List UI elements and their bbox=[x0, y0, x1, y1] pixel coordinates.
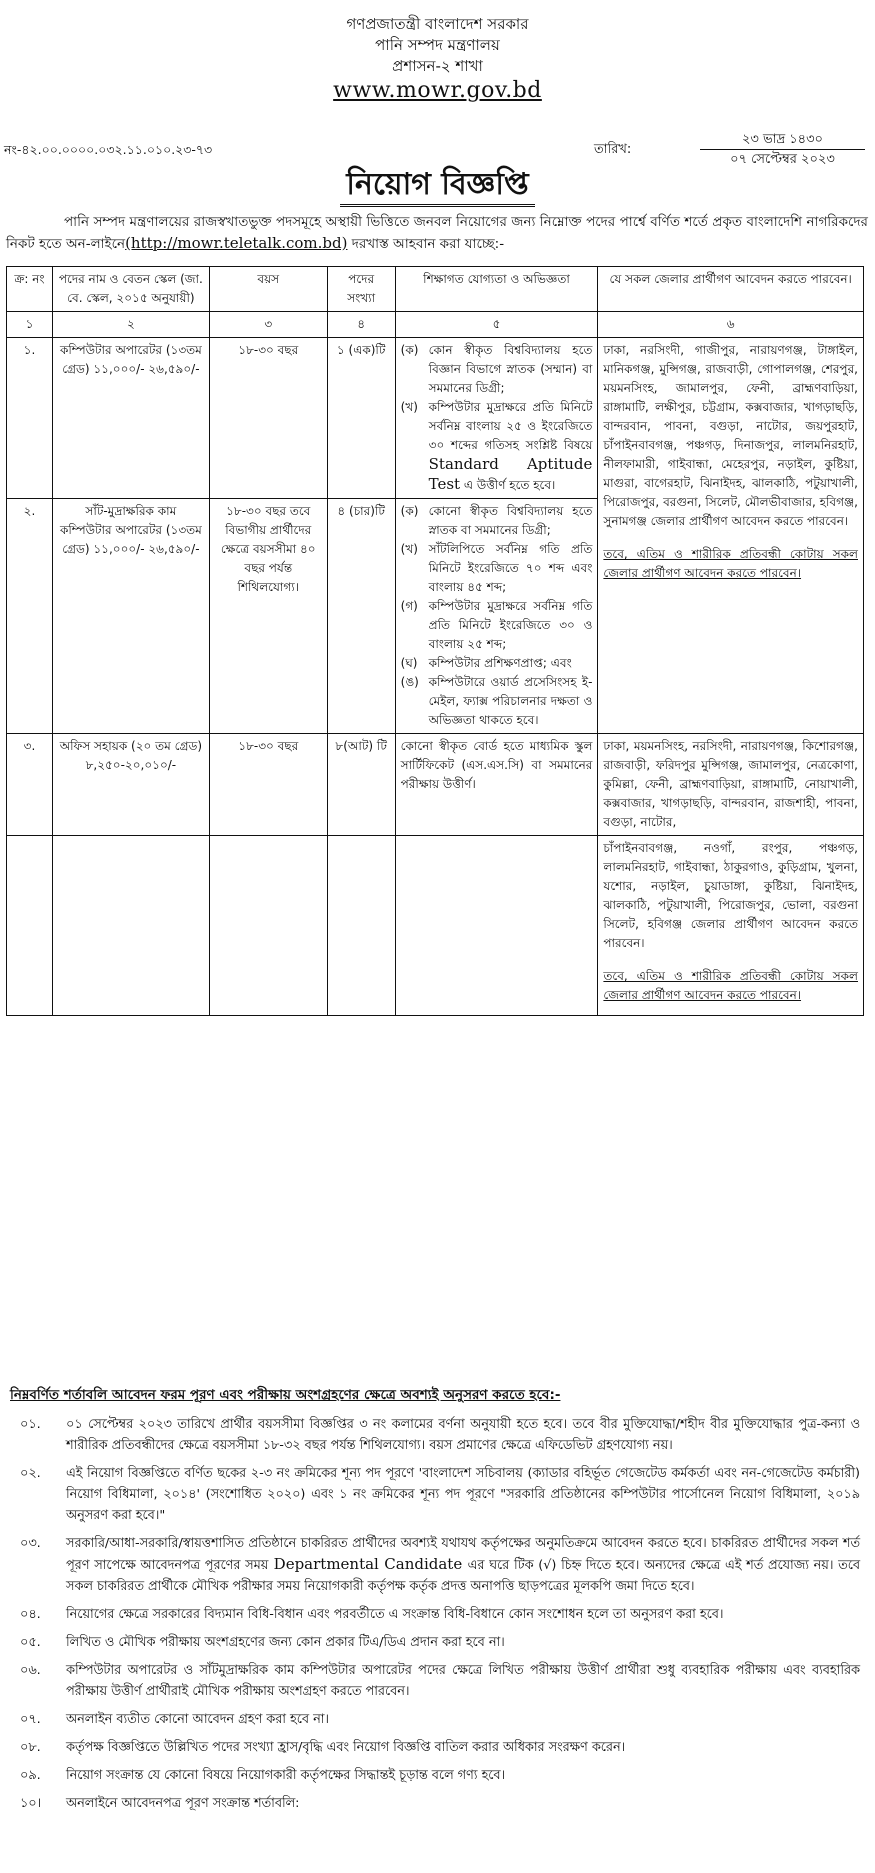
condition-text: লিখিত ও মৌখিক পরীক্ষায় অংশগ্রহণের জন্য কোন প্রকার টিএ/ডিএ প্রদান করা হবে না। bbox=[66, 1635, 505, 1650]
empty-cell bbox=[209, 836, 327, 1016]
district-list: চাঁপাইনবাবগঞ্জ, নওগাঁ, রংপুর, পঞ্চগড়, লালমনিরহাট, গাইবান্ধা, ঠাকুরগাও, কুড়িগ্রাম, খুলনা, যশোর, নড়াইল, চুয়াডাঙ্গা, কুষ্টিয়া, ঝিনাইদহ, ঝালকাঠি, পটুয়াখালী, পিরোজপুর, ভোলা, বরগুনা সিলেট, হবিগঞ্জ জেলার প্রার্থীগণ আবেদন করতে পারবেন। bbox=[603, 841, 858, 950]
item-text: কম্পিউটার মুদ্রাক্ষরে সর্বনিম্ন গতি প্রতি মিনিটে ইংরেজিতে ৩০ ও বাংলায় ২৫ শব্দ; bbox=[428, 599, 593, 651]
qualification-item bbox=[401, 540, 593, 597]
row-serial: ৩. bbox=[7, 734, 53, 836]
col-number: ৫ bbox=[395, 312, 598, 338]
item-key: (খ) bbox=[400, 542, 418, 556]
ministry-name: পানি সম্পদ মন্ত্রণালয় bbox=[375, 36, 500, 54]
row-post: সাঁট-মুদ্রাক্ষরিক কাম কম্পিউটার অপারেটর (১৩তম গ্রেড) ১১,০০০/- ২৬,৫৯০/- bbox=[52, 499, 209, 734]
condition-item bbox=[10, 1737, 860, 1758]
empty-cell bbox=[327, 836, 395, 1016]
qualification-item bbox=[401, 597, 593, 654]
condition-text bbox=[66, 1533, 860, 1597]
header-qualification: শিক্ষাগত যোগ্যতা ও অভিজ্ঞতা bbox=[395, 267, 598, 312]
row-count: ৪ (চার)টি bbox=[327, 499, 395, 734]
row-age: ১৮-৩০ বছর bbox=[209, 338, 327, 499]
intro-tail: দরখাস্ত আহবান করা যাচ্ছে:- bbox=[347, 236, 505, 252]
condition-item bbox=[10, 1709, 860, 1730]
row-districts-continued bbox=[598, 836, 864, 1016]
condition-text-main: সরকারি/আধা-সরকারি/স্বায়ত্তশাসিত প্রতিষ্ঠানে চাকরিরত প্রার্থীদের অবশ্যই যথাযথ কর্তৃপক্ষের অনুমতিক্রমে আবেদন করতে হবে। চাকরিরত প্রার্থীদের সকল শর্ত পূরণ সাপেক্ষে আবেদনপত্র পূরণের সময় bbox=[66, 1536, 860, 1573]
conditions-list bbox=[10, 1414, 860, 1821]
condition-number: ০৭. bbox=[20, 1712, 41, 1727]
condition-number: ০৩. bbox=[20, 1536, 41, 1551]
quota-note: তবে, এতিম ও শারীরিক প্রতিবন্ধী কোটায় সকল জেলার প্রার্থীগণ আবেদন করতে পারবেন। bbox=[603, 547, 858, 580]
condition-number: ০২. bbox=[20, 1466, 41, 1481]
letterhead bbox=[0, 14, 875, 105]
item-text: কোনো স্বীকৃত বিশ্ববিদ্যালয় হতে স্নাতক বা সমমানের ডিগ্রী; bbox=[428, 504, 593, 537]
date-bangla: ২৩ ভাদ্র ১৪৩০ bbox=[700, 130, 865, 150]
district-list: ঢাকা, নরসিংদী, গাজীপুর, নারায়ণগঞ্জ, টাঙ্গাইল, মানিকগঞ্জ, মুন্সিগঞ্জ, রাজবাড়ী, গোপালগঞ্জ, শেরপুর, ময়মনসিংহ, জামালপুর, ফেনী, ব্রাহ্মণবাড়িয়া, রাঙ্গামাটি, লক্ষীপুর, চট্টগ্রাম, কক্সবাজার, খাগড়াছড়ি, বান্দরবান, পাবনা, বগুড়া, নাটোর, জয়পুরহাট, চাঁপাইনবাবগঞ্জ, পঞ্চগড়, দিনাজপুর, লালমনিরহাট, নীলফামারী, গাইবান্ধা, মেহেরপুর, নড়াইল, কুষ্টিয়া, মাগুরা, বাগেরহাট, ঝিনাইদহ, ঝালকাঠি, পটুয়াখালী, পিরোজপুর, বরগুনা, সিলেট, মৌলভীবাজার, হবিগঞ্জ, সুনামগঞ্জ জেলার প্রার্থীগণ আবেদন করতে পারবেন। bbox=[603, 343, 858, 528]
qualification-item bbox=[401, 341, 593, 398]
intro-text: পানি সম্পদ মন্ত্রণালয়ের রাজস্বখাতভুক্ত পদসমূহে অস্থায়ী ভিত্তিতে জনবল নিয়োগের জন্য নিম্নোক্ত পদের পার্শ্বে বর্ণিত শর্তে প্রকৃত বাংলাদেশি নাগরিকদের নিকট হতে অন-লাইনে bbox=[6, 214, 868, 252]
condition-item bbox=[10, 1765, 860, 1786]
row-serial: ১. bbox=[7, 338, 53, 499]
item-text-main: কম্পিউটার মুদ্রাক্ষরে প্রতি মিনিটে সর্বনিম্ন বাংলায় ২৫ ও ইংরেজিতে ৩০ শব্দের গতিসহ সংশ্লিষ্ট বিষয়ে bbox=[428, 400, 593, 452]
item-key: (ক) bbox=[400, 343, 419, 357]
application-url-link[interactable]: (http://mowr.teletalk.com.bd) bbox=[125, 234, 348, 252]
condition-number: ০৮. bbox=[20, 1740, 41, 1755]
page-title bbox=[0, 160, 875, 211]
row-districts bbox=[598, 338, 864, 734]
vacancy-table bbox=[6, 266, 864, 1016]
empty-cell bbox=[395, 836, 598, 1016]
row-qualification: কোনো স্বীকৃত বোর্ড হতে মাধ্যমিক স্কুল সার্টিফিকেট (এস.এস.সি) বা সমমানের পরীক্ষায় উত্তীর্ণ। bbox=[395, 734, 598, 836]
branch-name: প্রশাসন-২ শাখা bbox=[392, 57, 483, 75]
conditions-heading: নিম্নবর্ণিত শর্তাবলি আবেদন ফরম পূরণ এবং পরীক্ষায় অংশগ্রহণের ক্ষেত্রে অবশ্যই অনুসরণ করতে হবে:- bbox=[10, 1387, 561, 1403]
item-key: (ঘ) bbox=[400, 656, 418, 670]
condition-text: এই নিয়োগ বিজ্ঞপ্তিতে বর্ণিত ছকের ২-৩ নং ক্রমিকের শূন্য পদ পূরণে 'বাংলাদেশ সচিবালয় (ক্যাডার বহির্ভূত গেজেটেড কর্মকর্তা এবং নন-গেজেটেড কর্মচারী) নিয়োগ বিধিমালা, ২০১৪' (সংশোধিত ২০২০) এবং ১ নং ক্রমিকের শূন্য পদ পূরণে "সরকারি প্রতিষ্ঠানের কম্পিউটার পার্সোনেল নিয়োগ বিধিমালা, ২০১৯ অনুসরণ করা হবে।" bbox=[66, 1466, 860, 1523]
header-post: পদের নাম ও বেতন স্কেল (জা. বে. স্কেল, ২০১৫ অনুযায়ী) bbox=[52, 267, 209, 312]
condition-text: কর্তৃপক্ষ বিজ্ঞপ্তিতে উল্লিখিত পদের সংখ্যা হ্রাস/বৃদ্ধি এবং নিয়োগ বিজ্ঞপ্তি বাতিল করার অধিকার সংরক্ষণ করেন। bbox=[66, 1740, 626, 1755]
row-qualification bbox=[395, 338, 598, 499]
item-text: কম্পিউটার প্রশিক্ষণপ্রাপ্ত; এবং bbox=[428, 656, 572, 670]
row-count: ৮(আট) টি bbox=[327, 734, 395, 836]
condition-item bbox=[10, 1533, 860, 1597]
govt-name: গণপ্রজাতন্ত্রী বাংলাদেশ সরকার bbox=[346, 15, 529, 33]
qualification-item bbox=[401, 673, 593, 730]
condition-number: ০৬. bbox=[20, 1663, 41, 1678]
intro-paragraph bbox=[6, 212, 868, 255]
date-label: তারিখ: bbox=[594, 142, 632, 157]
title-text: নিয়োগ বিজ্ঞপ্তি bbox=[340, 167, 534, 207]
row-count: ১ (এক)টি bbox=[327, 338, 395, 499]
condition-text: নিয়োগ সংক্রান্ত যে কোনো বিষয়ে নিয়োগকারী কর্তৃপক্ষের সিদ্ধান্তই চূড়ান্ত বলে গণ্য হবে। bbox=[66, 1768, 506, 1783]
item-text bbox=[429, 398, 593, 495]
condition-number: ০৪. bbox=[20, 1607, 41, 1622]
col-number: ২ bbox=[52, 312, 209, 338]
header-districts: যে সকল জেলার প্রার্থীগণ আবেদন করতে পারবেন। bbox=[598, 267, 864, 312]
item-key: (ঙ) bbox=[400, 675, 419, 689]
departmental-candidate-label: Departmental Candidate bbox=[268, 1555, 468, 1573]
row-age: ১৮-৩০ বছর তবে বিভাগীয় প্রার্থীদের ক্ষেত্রে বয়সসীমা ৪০ বছর পর্যন্ত শিথিলযোগ্য। bbox=[209, 499, 327, 734]
item-text-tail: এ উত্তীর্ণ হতে হবে। bbox=[460, 478, 556, 492]
condition-item bbox=[10, 1414, 860, 1456]
condition-text-tail: এর ঘরে টিক (√) চিহ্ন দিতে হবে। অন্যদের ক্ষেত্রে এই শর্ত প্রযোজ্য নয়। তবে সকল চাকরিরত প্রার্থীকে মৌখিক পরীক্ষার সময় নিয়োগকারী কর্তৃপক্ষ কর্তৃক প্রদত্ত অনাপত্তি ছাড়পত্রের মূলকপি জমা দিতে হবে। bbox=[66, 1558, 860, 1594]
header-serial: ক্র: নং bbox=[7, 267, 53, 312]
aptitude-test-label: Standard Aptitude Test bbox=[428, 455, 593, 493]
table-row bbox=[7, 338, 864, 499]
memo-number: নং-৪২.০০.০০০০.০৩২.১১.০১০.২৩-৭৩ bbox=[4, 142, 213, 157]
item-key: (ক) bbox=[400, 504, 419, 518]
table-row-continued bbox=[7, 836, 864, 1016]
condition-item bbox=[10, 1660, 860, 1702]
condition-number: ১০। bbox=[20, 1796, 42, 1811]
condition-text: ০১ সেপ্টেম্বর ২০২৩ তারিখে প্রার্থীর বয়সসীমা বিজ্ঞপ্তির ৩ নং কলামের বর্ণনা অনুযায়ী হতে হবে। তবে বীর মুক্তিযোদ্ধা/শহীদ বীর মুক্তিযোদ্ধার পুত্র-কন্যা ও শারীরিক প্রতিবন্ধীদের ক্ষেত্রে বয়সসীমা ১৮-৩২ বছর পর্যন্ত শিথিলযোগ্য। বয়স প্রমাণের ক্ষেত্রে এফিডেভিট গ্রহণযোগ্য নয়। bbox=[66, 1417, 860, 1453]
condition-text: কম্পিউটার অপারেটর ও সাঁটমুদ্রাক্ষরিক কাম কম্পিউটার অপারেটর পদের ক্ষেত্রে লিখিত পরীক্ষায় উত্তীর্ণ প্রার্থীরা শুধু ব্যবহারিক পরীক্ষায় এবং ব্যবহারিক পরীক্ষায় উত্তীর্ণ প্রার্থীরাই মৌখিক পরীক্ষায় অংশগ্রহণ করতে পারবেন। bbox=[66, 1663, 860, 1699]
condition-item bbox=[10, 1632, 860, 1653]
condition-text: অনলাইন ব্যতীত কোনো আবেদন গ্রহণ করা হবে না। bbox=[66, 1712, 329, 1727]
item-key: (খ) bbox=[400, 400, 418, 414]
item-text: কম্পিউটারে ওয়ার্ড প্রসেসিংসহ ই-মেইল, ফ্যাক্স পরিচালনার দক্ষতা ও অভিজ্ঞতা থাকতে হবে। bbox=[428, 675, 593, 727]
row-districts: ঢাকা, ময়মনসিংহ, নরসিংদী, নারায়ণগঞ্জ, কিশোরগঞ্জ, রাজবাড়ী, ফরিদপুর মুন্সিগঞ্জ, জামালপুর, নেত্রকোণা, কুমিল্লা, ফেনী, ব্রাহ্মণবাড়িয়া, রাঙ্গামাটি, নোয়াখালী, কক্সবাজার, খাগড়াছড়ি, বান্দরবান, রাজশাহী, পাবনা, বগুড়া, নাটোর, bbox=[598, 734, 864, 836]
item-text: সাঁটলিপিতে সর্বনিম্ন গতি প্রতি মিনিটে ইংরেজিতে ৭০ শব্দ এবং বাংলায় ৪৫ শব্দ; bbox=[428, 542, 593, 594]
empty-cell bbox=[7, 836, 53, 1016]
col-number: ৩ bbox=[209, 312, 327, 338]
date-english: ০৭ সেপ্টেম্বর ২০২৩ bbox=[730, 152, 835, 167]
condition-item bbox=[10, 1463, 860, 1526]
column-number-row bbox=[7, 312, 864, 338]
website-link[interactable]: www.mowr.gov.bd bbox=[333, 78, 542, 103]
qualification-item bbox=[401, 398, 593, 495]
table-header-row bbox=[7, 267, 864, 312]
row-post: অফিস সহায়ক (২০ তম গ্রেড) ৮,২৫০-২০,০১০/- bbox=[52, 734, 209, 836]
row-post: কম্পিউটার অপারেটর (১৩তম গ্রেড) ১১,০০০/- ২৬,৫৯০/- bbox=[52, 338, 209, 499]
qualification-item bbox=[401, 654, 593, 673]
condition-number: ০৫. bbox=[20, 1635, 41, 1650]
condition-text: নিয়োগের ক্ষেত্রে সরকারের বিদ্যমান বিধি-বিধান এবং পরবর্তীতে এ সংক্রান্ত বিধি-বিধানে কোন সংশোধন হলে তা অনুসরণ করা হবে। bbox=[66, 1607, 724, 1622]
header-age: বয়স bbox=[209, 267, 327, 312]
condition-text: অনলাইনে আবেদনপত্র পূরণ সংক্রান্ত শর্তাবলি: bbox=[66, 1796, 300, 1811]
header-count: পদের সংখ্যা bbox=[327, 267, 395, 312]
table-row bbox=[7, 734, 864, 836]
empty-cell bbox=[52, 836, 209, 1016]
quota-note: তবে, এতিম ও শারীরিক প্রতিবন্ধী কোটায় সকল জেলার প্রার্থীগণ আবেদন করতে পারবেন। bbox=[603, 969, 858, 1002]
col-number: ১ bbox=[7, 312, 53, 338]
condition-number: ০১. bbox=[20, 1417, 41, 1432]
item-text: কোন স্বীকৃত বিশ্ববিদ্যালয় হতে বিজ্ঞান বিভাগে স্নাতক (সম্মান) বা সমমানের ডিগ্রী; bbox=[428, 343, 593, 395]
row-age: ১৮-৩০ বছর bbox=[209, 734, 327, 836]
col-number: ৪ bbox=[327, 312, 395, 338]
row-qualification bbox=[395, 499, 598, 734]
qualification-item bbox=[401, 502, 593, 540]
row-serial: ২. bbox=[7, 499, 53, 734]
item-key: (গ) bbox=[400, 599, 418, 613]
col-number: ৬ bbox=[598, 312, 864, 338]
condition-item bbox=[10, 1604, 860, 1625]
condition-item bbox=[10, 1793, 860, 1814]
condition-number: ০৯. bbox=[20, 1768, 41, 1783]
